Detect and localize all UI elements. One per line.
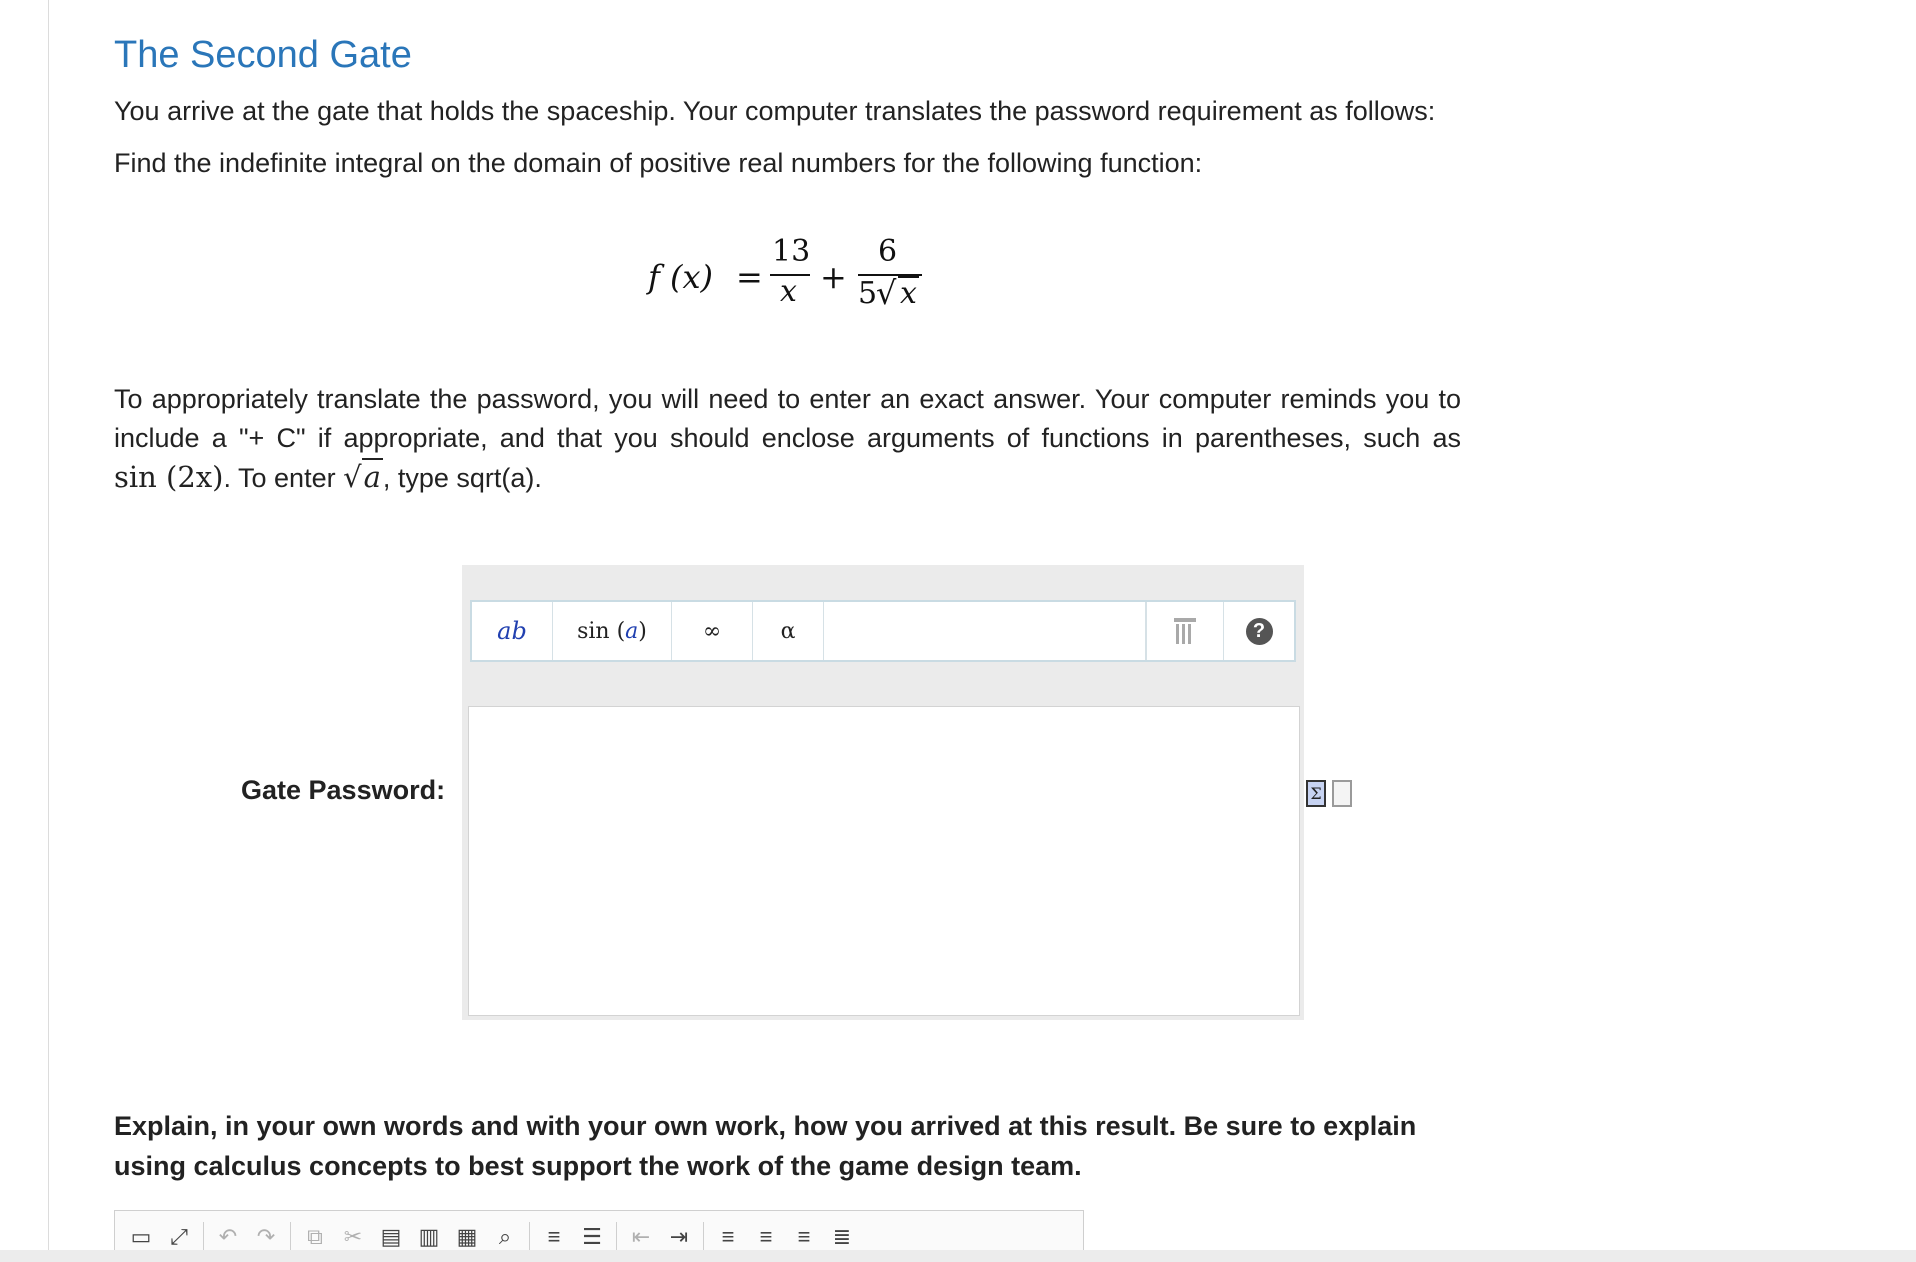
inline-sqrt-symbol: √	[343, 460, 362, 494]
bulleted-list-icon[interactable]: ☰	[582, 1223, 602, 1249]
power-button[interactable]	[472, 602, 553, 660]
toolbar-separator	[529, 1222, 530, 1252]
infinity-symbol: ∞	[702, 618, 722, 644]
formula-equals: =	[736, 258, 763, 296]
equation-editor-icon[interactable]: Σ	[1306, 780, 1326, 807]
indent-icon[interactable]: ⇥	[669, 1223, 689, 1249]
formula-lhs: f (x)	[648, 258, 714, 296]
term2-radicand: x	[900, 276, 917, 311]
sqrt-symbol: √	[876, 274, 897, 312]
copy-icon[interactable]: ⧉	[307, 1223, 323, 1249]
instructions-middle: . To enter	[223, 463, 344, 493]
paste-word-icon[interactable]: ▦	[456, 1223, 478, 1249]
trash-icon	[1174, 618, 1196, 644]
infinity-button[interactable]	[672, 602, 753, 660]
term2-numerator: 6	[878, 234, 898, 269]
power-exponent: b	[511, 617, 527, 645]
task-paragraph: Find the indefinite integral on the domain of positive real numbers for the following function:	[114, 148, 1203, 178]
paste-icon[interactable]: ▤	[380, 1223, 402, 1249]
instructions-line-3	[114, 458, 1461, 497]
help-icon: ?	[1246, 618, 1273, 645]
function-name: sin	[577, 618, 610, 644]
justify-icon[interactable]: ≣	[832, 1223, 852, 1249]
instructions-line-1: To appropriately translate the password, you will need to enter an exact answer. Your computer reminds you to	[114, 384, 1461, 414]
outdent-icon[interactable]: ⇤	[631, 1223, 651, 1249]
inline-sqrt-var: a	[363, 460, 381, 494]
alpha-symbol: α	[780, 618, 796, 644]
formula-plus: +	[820, 258, 847, 296]
text-editor-icon[interactable]	[1332, 780, 1352, 807]
numbered-list-icon[interactable]: ≡	[547, 1223, 561, 1249]
clear-button[interactable]	[1146, 602, 1224, 660]
gate-password-input[interactable]	[468, 706, 1300, 1016]
find-icon[interactable]: ⌕	[498, 1223, 512, 1249]
align-left-icon[interactable]: ≡	[721, 1223, 735, 1249]
answer-side-icons	[1306, 780, 1352, 807]
align-right-icon[interactable]: ≡	[797, 1223, 811, 1249]
source-icon[interactable]: ▭	[130, 1223, 152, 1249]
toolbar-separator	[616, 1222, 617, 1252]
function-button[interactable]: sin ( a )	[553, 602, 672, 660]
redo-icon[interactable]: ↷	[256, 1223, 276, 1249]
bottom-scroll-edge	[0, 1250, 1916, 1262]
help-button[interactable]	[1224, 602, 1294, 660]
math-editor-toolbar	[470, 600, 1296, 662]
term1-numerator: 13	[772, 234, 811, 269]
toolbar-separator	[703, 1222, 704, 1252]
maximize-icon[interactable]: ⤢	[170, 1223, 188, 1249]
toolbar-separator	[203, 1222, 204, 1252]
page-left-border	[48, 0, 49, 1262]
function-arg: a	[625, 618, 639, 644]
undo-icon[interactable]: ↶	[218, 1223, 238, 1249]
term2-denominator-coeff: 5	[858, 276, 878, 311]
instructions-end: , type sqrt(a).	[382, 463, 542, 493]
paste-text-icon[interactable]: ▥	[418, 1223, 440, 1249]
explain-prompt: Explain, in your own words and with your own work, how you arrived at this result. Be sure to explain using calculus concepts to best support the work of the game design team.	[114, 1111, 1417, 1181]
instructions-line-2: include a "+ C" if appropriate, and that you should enclose arguments of functions in parentheses, such as	[114, 423, 1461, 453]
instructions-paragraph	[114, 380, 1461, 497]
align-center-icon[interactable]: ≡	[759, 1223, 773, 1249]
term1-denominator: x	[780, 274, 797, 309]
greek-letters-button[interactable]	[753, 602, 824, 660]
gate-password-label: Gate Password:	[241, 775, 446, 805]
toolbar-spacer	[824, 602, 1146, 660]
example-expression: sin (2x)	[114, 460, 224, 494]
page-title: The Second Gate	[114, 34, 412, 76]
intro-paragraph: You arrive at the gate that holds the spaceship. Your computer translates the password requirement as follows:	[114, 96, 1436, 126]
toolbar-separator	[290, 1222, 291, 1252]
power-base: a	[497, 617, 512, 645]
cut-icon[interactable]: ✂	[343, 1223, 363, 1249]
